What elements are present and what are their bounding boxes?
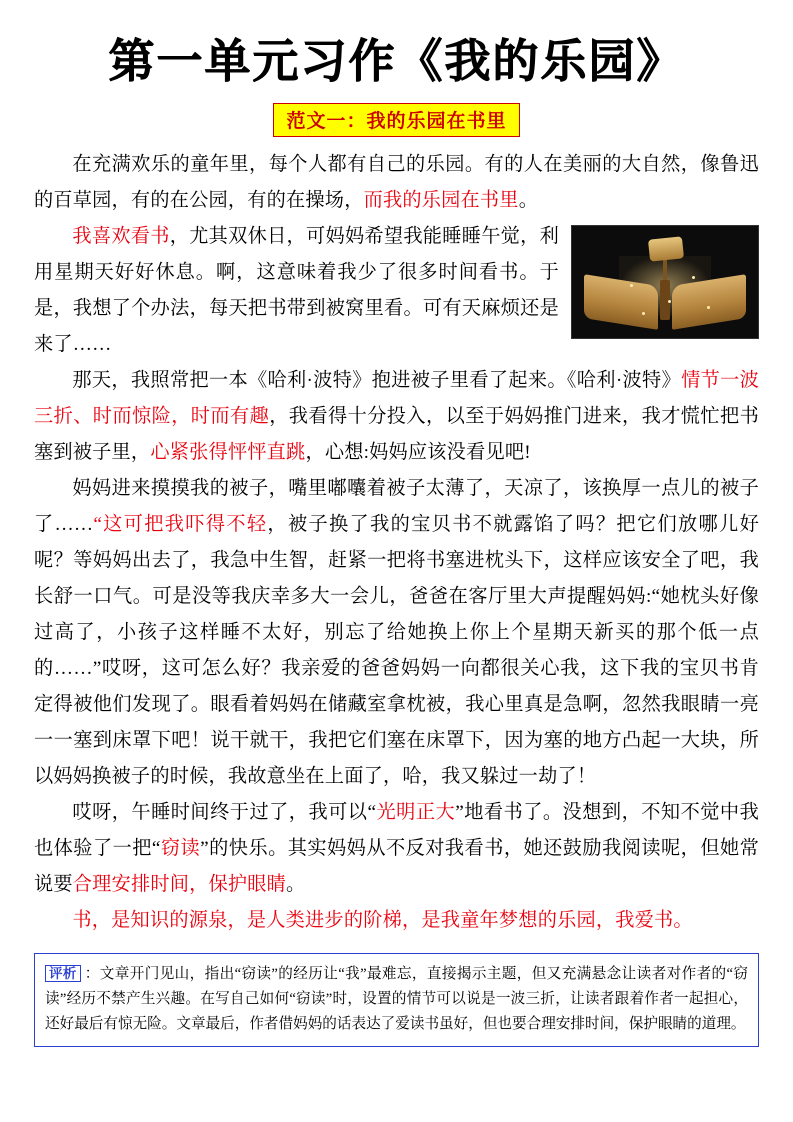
commentary-text: ：文章开门见山，指出“窃读”的经历让“我”最难忘，直接揭示主题，但又充满悬念让读者对作者的“窃读”经历不禁产生兴趣。在写自己如何“窃读”时，设置的情节可以说是一波三折，让读者跟着作者一起担心，还好最后有惊无险。文章最后，作者借妈妈的话表达了爱读书虽好，但也要合理安排时间，保护眼睛的道理。 <box>45 965 748 1032</box>
lamp-shade <box>648 236 684 261</box>
text-run-emphasis: 情节一波三折、时而惊险，时而有趣 <box>34 369 759 427</box>
text-run-emphasis: 而我的乐园在书里 <box>363 189 519 211</box>
commentary-label: 评析 <box>45 965 81 982</box>
sparkle-icon <box>630 284 633 287</box>
subtitle-highlight: 范文一：我的乐园在书里 <box>273 103 519 137</box>
sparkle-icon <box>668 300 671 303</box>
article-body <box>34 147 759 939</box>
sparkle-icon <box>692 276 695 279</box>
text-run: 在充满欢乐的童年里，每个人都有自己的乐园。有的人在美丽的大自然，像鲁迅的百草园，有的在公园，有的在操场， <box>34 153 759 211</box>
text-run-emphasis: 光明正大 <box>376 801 456 823</box>
sparkle-icon <box>642 312 645 315</box>
text-run-emphasis: 合理安排时间，保护眼睛 <box>72 873 287 895</box>
text-run: ，心想:妈妈应该没看见吧! <box>305 441 531 463</box>
sparkle-icon <box>707 306 710 309</box>
commentary-box <box>34 953 759 1047</box>
text-run-emphasis: 窃读 <box>160 837 201 859</box>
open-book-illustration <box>571 225 759 339</box>
text-run: ，尤其双休日，可妈妈希望我能睡睡午觉，利用星期天好好休息。啊，这意味着我少了很多时间看书。于是，我想了个办法，每天把书带到被窝里看。可有天麻烦还是来了…… <box>34 225 560 355</box>
text-run: ”的快乐。其实妈妈从不反对我看书，她还鼓励我阅读呢，但她常说要 <box>34 837 759 895</box>
paragraph-3 <box>34 363 759 471</box>
text-run: 妈妈进来摸摸我的被子，嘴里嘟囔着被子太薄了，天凉了，该换厚一点儿的被子了…… <box>34 477 759 535</box>
page-title: 第一单元习作《我的乐园》 <box>108 36 685 87</box>
text-run-emphasis: “这可把我吓得不轻 <box>93 513 268 535</box>
text-run: 那天，我照常把一本《哈利·波特》抱进被子里看了起来。《哈利·波特》 <box>72 369 682 391</box>
subtitle-container <box>34 103 759 137</box>
text-run: 。 <box>518 189 539 211</box>
text-run: ，我看得十分投入，以至于妈妈推门进来，我才慌忙把书塞到被子里， <box>34 405 759 463</box>
paragraph-6 <box>34 903 759 939</box>
text-run: ”地看书了。没想到，不知不觉中我也体验了一把“ <box>34 801 759 859</box>
text-run: 哎呀，午睡时间终于过了，我可以“ <box>72 801 377 823</box>
text-run-emphasis: 心紧张得怦怦直跳 <box>150 441 306 463</box>
paragraph-1 <box>34 147 759 219</box>
text-run: ，被子换了我的宝贝书不就露馅了吗？把它们放哪儿好呢？等妈妈出去了，我急中生智，赶紧一把将书塞进枕头下，这样应该安全了吧，我长舒一口气。可是没等我庆幸多大一会儿，爸爸在客厅里大声提醒妈妈:“她枕头好像过高了，小孩子这样睡不太好，别忘了给她换上你上个星期天新买的那个低一点的……”哎呀，这可怎么好？我亲爱的爸爸妈妈一向都很关心我，这下我的宝贝书肯定得被他们发现了。眼看着妈妈在储藏室拿枕被，我心里真是急啊，忽然我眼睛一亮一一塞到床罩下吧！说干就干，我把它们塞在床罩下，因为塞的地方凸起一大块，所以妈妈换被子的时候，我故意坐在上面了，哈，我又躲过一劫了！ <box>34 513 759 787</box>
lamp-stem <box>663 258 667 280</box>
paragraph-4 <box>34 471 759 795</box>
text-run-emphasis: 书，是知识的源泉，是人类进步的阶梯，是我童年梦想的乐园，我爱书。 <box>72 909 693 931</box>
text-run: 。 <box>286 873 306 895</box>
text-run-emphasis: 我喜欢看书 <box>72 225 170 247</box>
paragraph-5 <box>34 795 759 903</box>
